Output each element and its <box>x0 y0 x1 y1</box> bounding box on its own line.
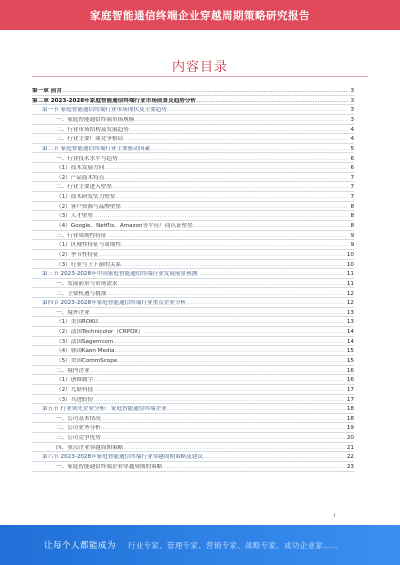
toc-entry-page: 3 <box>350 116 354 123</box>
toc-entry[interactable] <box>32 308 354 318</box>
toc-entry-page: 23 <box>346 464 354 471</box>
toc-entry[interactable] <box>32 452 354 462</box>
toc-entry[interactable] <box>32 395 354 405</box>
toc-entry-title: （3）法国Sagemcom <box>56 338 114 345</box>
toc-entry[interactable] <box>32 404 354 414</box>
toc-entry[interactable] <box>32 105 354 115</box>
toc-entry[interactable] <box>32 375 354 385</box>
toc-entry-page: 4 <box>350 126 354 133</box>
toc-entry[interactable] <box>32 173 354 183</box>
toc-entry-page: 7 <box>350 184 354 191</box>
toc-dot-leader <box>116 194 349 201</box>
toc-entry-title: 一、境外企业 <box>56 309 90 316</box>
toc-entry-page: 20 <box>346 435 354 442</box>
toc-dot-leader <box>101 416 345 423</box>
toc-entry-title: 第四节 2023-2028年家庭智能通信终端行业重点企业分析 <box>42 300 187 307</box>
toc-entry-title: 第二章 2023-2028年家庭智能通信终端行业市场前景及趋势分析 <box>32 97 197 104</box>
toc-entry-page: 8 <box>350 223 354 230</box>
toc-entry-title: （3）人才壁垒 <box>56 213 94 220</box>
toc-dot-leader <box>123 445 345 452</box>
toc-entry-title: （1）创维数字 <box>56 377 94 384</box>
toc-entry-title: 一、家庭智能通信终端企业穿越周期的策略 <box>56 464 163 471</box>
toc-entry-title: 二、境内企业 <box>56 367 90 374</box>
toc-dot-leader <box>117 358 345 365</box>
footer-banner <box>0 525 400 565</box>
toc-entry-page: 18 <box>346 415 354 422</box>
toc-dot-leader <box>62 88 349 95</box>
toc-entry-title: （1）美国ROKU <box>56 319 98 326</box>
toc-entry[interactable] <box>32 298 354 308</box>
toc-dot-leader <box>98 319 345 326</box>
toc-dot-leader <box>93 387 345 394</box>
toc-dot-leader <box>99 252 345 259</box>
toc-dot-leader <box>106 291 345 298</box>
toc-entry-title: （2）九联科技 <box>56 386 94 393</box>
report-header-bar <box>0 0 400 30</box>
toc-entry-title: （2）法国Technicolor（CRPOX） <box>56 329 144 336</box>
toc-dot-leader <box>112 184 348 191</box>
toc-entry-page: 14 <box>346 338 354 345</box>
toc-entry-title: 一、发展前景与市场需求 <box>56 280 118 287</box>
toc-entry[interactable] <box>32 279 354 289</box>
toc-dot-leader <box>144 329 345 336</box>
toc-entry-page: 3 <box>350 97 354 104</box>
toc-dot-leader <box>123 136 348 143</box>
toc-entry[interactable] <box>32 86 354 96</box>
toc-entry-page: 9 <box>350 232 354 239</box>
toc-entry[interactable] <box>32 221 354 231</box>
toc-dot-leader <box>106 233 348 240</box>
toc-entry[interactable] <box>32 414 354 424</box>
toc-entry-title: 第一节 家庭智能通信终端行业市场现状及主要趋势 <box>42 107 167 114</box>
toc-entry-page: 22 <box>346 454 354 461</box>
toc-entry[interactable] <box>32 144 354 154</box>
toc-entry[interactable] <box>32 182 354 192</box>
toc-entry[interactable] <box>32 240 354 250</box>
toc-entry-title: 一、家庭智能通信终端市场规模 <box>56 116 135 123</box>
toc-dot-leader <box>121 242 348 249</box>
toc-entry-page: 17 <box>346 386 354 393</box>
toc-entry[interactable] <box>32 260 354 270</box>
toc-entry-page: 14 <box>346 329 354 336</box>
toc-entry-page: 3 <box>350 88 354 95</box>
toc-entry-title: 二、行业市场结构及发展趋势 <box>56 126 129 133</box>
toc-entry-page: 11 <box>346 271 354 278</box>
toc-dot-leader <box>118 281 345 288</box>
toc-dot-leader <box>196 98 348 105</box>
toc-entry-page: 10 <box>346 251 354 258</box>
toc-entry-title: 三、行业周期性特征 <box>56 232 107 239</box>
toc-divider <box>32 76 368 77</box>
toc-entry-page: 18 <box>346 406 354 413</box>
toc-entry[interactable] <box>32 202 354 212</box>
toc-dot-leader <box>203 454 345 461</box>
toc-entry-title: （1）区域性特征与周期性 <box>56 242 122 249</box>
toc-entry[interactable] <box>32 115 354 125</box>
toc-entry-page: 9 <box>350 242 354 249</box>
toc-entry[interactable] <box>32 250 354 260</box>
toc-dot-leader <box>134 117 348 124</box>
toc-entry-title: （2）产品技术特点 <box>56 174 105 181</box>
toc-entry[interactable] <box>32 192 354 202</box>
page-number: I <box>334 513 336 519</box>
toc-entry-page: 16 <box>346 367 354 374</box>
toc-entry[interactable] <box>32 385 354 395</box>
toc-entry[interactable] <box>32 462 354 472</box>
toc-entry-page: 12 <box>346 300 354 307</box>
toc-entry-title: （3）共进股份 <box>56 396 94 403</box>
toc-entry-page: 7 <box>350 174 354 181</box>
toc-dot-leader <box>167 107 349 114</box>
toc-entry-title: （1）技术研发实力壁垒 <box>56 194 116 201</box>
toc-entry-page: 6 <box>350 165 354 172</box>
toc-entry-page: 10 <box>346 261 354 268</box>
toc-entry[interactable] <box>32 96 354 106</box>
toc-entry-title: 一、公司基本情况 <box>56 415 101 422</box>
toc-entry-title: 第三节 2023-2028年中国家庭智能通信终端行业发展前景预测 <box>42 271 198 278</box>
toc-entry[interactable] <box>32 163 354 173</box>
toc-entry-title: （3）行业与上下游的关系 <box>56 261 122 268</box>
toc-dot-leader <box>90 310 345 317</box>
toc-entry[interactable] <box>32 366 354 376</box>
toc-dot-leader <box>167 406 345 413</box>
toc-entry-page: 17 <box>346 396 354 403</box>
toc-dot-leader <box>101 425 345 432</box>
toc-entry[interactable] <box>32 153 354 163</box>
toc-dot-leader <box>186 300 345 307</box>
toc-entry-title: （1）技术发展方向 <box>56 165 105 172</box>
toc-dot-leader <box>93 377 345 384</box>
toc-entry-title: 第一章 前言 <box>32 88 62 95</box>
toc-entry[interactable] <box>32 211 354 221</box>
toc-entry[interactable] <box>32 134 354 144</box>
toc-dot-leader <box>101 435 345 442</box>
toc-entry-title: 四、重点企业穿越周期策略 <box>56 444 124 451</box>
toc-entry-title: （4）Google、Netflix、Amazon等平台厂商认证壁垒 <box>56 223 193 230</box>
toc-dot-leader <box>104 175 348 182</box>
toc-entry[interactable] <box>32 231 354 241</box>
toc-entry-title: （2）季节性特征 <box>56 251 99 258</box>
toc-entry-page: 8 <box>350 213 354 220</box>
toc-entry-page: 11 <box>346 280 354 287</box>
toc-dot-leader <box>114 348 344 355</box>
toc-entry-title: （4）韩国Kaon Media <box>56 348 115 355</box>
toc-entry-title: 二、主要机遇与挑战 <box>56 290 107 297</box>
toc-dot-leader <box>121 262 345 269</box>
toc-entry-title: 第六节 2023-2028年家庭智能通信终端行业穿越周期策略及建议 <box>42 454 203 461</box>
toc-entry-title: 二、公司业务分析 <box>56 425 101 432</box>
toc-entry-title: （2）客户资源与品牌壁垒 <box>56 203 122 210</box>
toc-entry-page: 4 <box>350 136 354 143</box>
report-title: 家庭智能通信终端企业穿越周期策略研究报告 <box>90 9 310 22</box>
toc-dot-leader <box>90 368 345 375</box>
toc-dot-leader <box>93 213 348 220</box>
toc-entry[interactable] <box>32 346 354 356</box>
toc-entry-title: 三、行业主要厂商竞争格局 <box>56 136 124 143</box>
toc-entry-page: 3 <box>350 107 354 114</box>
toc-dot-leader <box>93 397 345 404</box>
toc-entry-title: （5）美国CommScope <box>56 357 118 364</box>
toc-entry-title: 第五节 行业领先企业分析：家庭智能通信终端企业 <box>42 406 167 413</box>
toc-entry-page: 12 <box>346 290 354 297</box>
toc-entry-title: 第二节 家庭智能通信终端行业主要驱动因素 <box>42 145 151 152</box>
toc-entry-title: 二、行业主要进入壁垒 <box>56 184 112 191</box>
toc-entry-page: 13 <box>346 309 354 316</box>
toc-entry[interactable] <box>32 269 354 279</box>
toc-entry[interactable] <box>32 337 354 347</box>
toc-heading: 内容目录 <box>171 60 228 75</box>
toc-entry[interactable] <box>32 356 354 366</box>
toc-dot-leader <box>104 165 348 172</box>
toc-dot-leader <box>129 127 349 134</box>
toc-entry-page: 13 <box>346 319 354 326</box>
toc-dot-leader <box>118 156 349 163</box>
toc-dot-leader <box>162 464 345 471</box>
toc-entry-page: 8 <box>350 203 354 210</box>
toc-entry-page: 16 <box>346 377 354 384</box>
toc-dot-leader <box>150 146 348 153</box>
toc-entry-page: 7 <box>350 194 354 201</box>
table-of-contents <box>32 86 354 472</box>
toc-entry[interactable] <box>32 327 354 337</box>
toc-dot-leader <box>113 339 345 346</box>
toc-entry[interactable] <box>32 423 354 433</box>
toc-entry-title: 一、行业技术水平与趋势 <box>56 155 118 162</box>
toc-entry-page: 6 <box>350 155 354 162</box>
toc-entry[interactable] <box>32 317 354 327</box>
toc-entry[interactable] <box>32 288 354 298</box>
toc-entry-page: 15 <box>346 348 354 355</box>
footer-slogan-tail: 行业专家、管理专家、营销专家、战略专家、成功企业家…… <box>128 540 339 550</box>
footer-slogan-lead: 让每个人都能成为 <box>44 541 117 551</box>
toc-dot-leader <box>197 271 345 278</box>
toc-entry[interactable] <box>32 443 354 453</box>
toc-entry[interactable] <box>32 433 354 443</box>
toc-entry-page: 5 <box>350 145 354 152</box>
toc-entry-page: 21 <box>346 444 354 451</box>
toc-dot-leader <box>121 204 348 211</box>
toc-entry-page: 15 <box>346 357 354 364</box>
toc-entry-page: 19 <box>346 425 354 432</box>
toc-dot-leader <box>193 223 349 230</box>
toc-entry[interactable] <box>32 125 354 135</box>
toc-entry-title: 三、公司竞争优势 <box>56 435 101 442</box>
